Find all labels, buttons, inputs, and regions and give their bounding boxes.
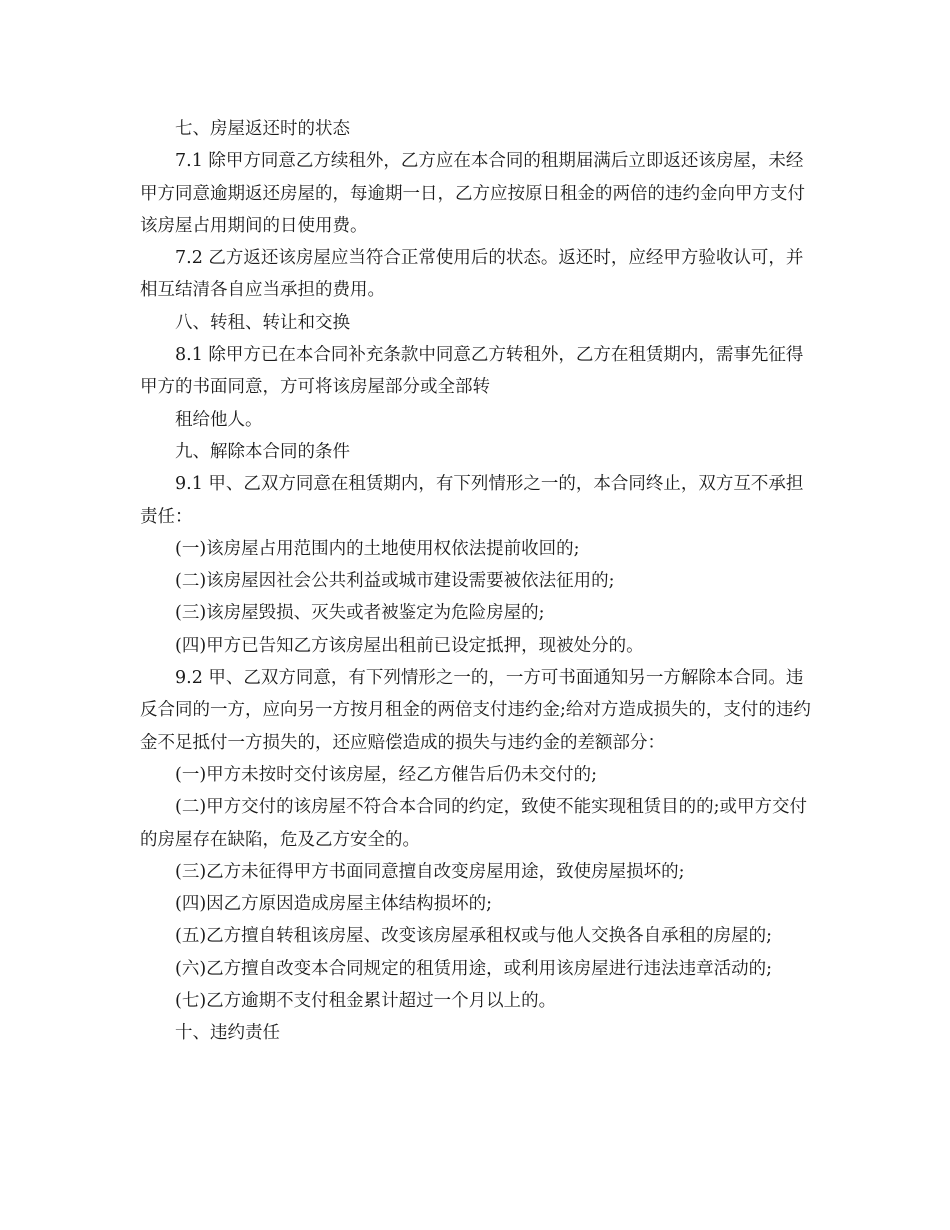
clause-8-1-continuation: 租给他人。 — [175, 409, 263, 430]
clause-9-2-item-4: (四)因乙方原因造成房屋主体结构损坏的; — [175, 894, 493, 915]
clause-9-1: 9.1 甲、乙双方同意在租赁期内，有下列情形之一的，本合同终止，双方互不承担责任： — [140, 474, 804, 527]
section-heading-7: 七、房屋返还时的状态 — [175, 119, 350, 139]
clause-7-2: 7.2 乙方返还该房屋应当符合正常使用后的状态。返还时，应经甲方验收认可，并相互结清各自应当承担的费用。 — [140, 248, 804, 301]
clause-9-1-item-4: (四)甲方已告知乙方该房屋出租前已设定抵押，现被处分的。 — [175, 635, 644, 656]
clause-9-2-item-1: (一)甲方未按时交付该房屋，经乙方催告后仍未交付的; — [175, 764, 598, 785]
clause-9-1-item-2: (二)该房屋因社会公共利益或城市建设需要被依法征用的; — [175, 571, 615, 592]
document-body — [140, 113, 820, 1050]
clause-9-2-item-2: (二)甲方交付的该房屋不符合本合同的约定，致使不能实现租赁目的的;或甲方交付的房屋存在缺陷，危及乙方安全的。 — [140, 797, 808, 850]
section-heading-9: 九、解除本合同的条件 — [175, 441, 350, 462]
section-heading-10: 十、违约责任 — [175, 1023, 280, 1044]
clause-7-1: 7.1 除甲方同意乙方续租外，乙方应在本合同的租期届满后立即返还该房屋，未经甲方同意逾期返还房屋的，每逾期一日，乙方应按原日租金的两倍的违约金向甲方支付该房屋占用期间的日使用费。 — [140, 151, 805, 236]
clause-9-2-item-6: (六)乙方擅自改变本合同规定的租赁用途，或利用该房屋进行违法违章活动的; — [175, 958, 773, 979]
clause-9-1-item-1: (一)该房屋占用范围内的土地使用权依法提前收回的; — [175, 538, 580, 559]
clause-9-1-item-3: (三)该房屋毁损、灭失或者被鉴定为危险房屋的; — [175, 603, 545, 624]
clause-8-1: 8.1 除甲方已在本合同补充条款中同意乙方转租外，乙方在租赁期内，需事先征得甲方的书面同意，方可将该房屋部分或全部转 — [140, 345, 804, 398]
clause-9-2-item-7: (七)乙方逾期不支付租金累计超过一个月以上的。 — [175, 991, 557, 1012]
clause-9-2-item-5: (五)乙方擅自转租该房屋、改变该房屋承租权或与他人交换各自承租的房屋的; — [175, 926, 773, 947]
clause-9-2-item-3: (三)乙方未征得甲方书面同意擅自改变房屋用途，致使房屋损坏的; — [175, 861, 685, 882]
section-heading-8: 八、转租、转让和交换 — [175, 312, 350, 333]
clause-9-2: 9.2 甲、乙双方同意，有下列情形之一的，一方可书面通知另一方解除本合同。违反合同的一方，应向另一方按月租金的两倍支付违约金;给对方造成损失的，支付的违约金不足抵付一方损失的，还应赔偿造成的损失与违约金的差额部分： — [140, 668, 811, 753]
